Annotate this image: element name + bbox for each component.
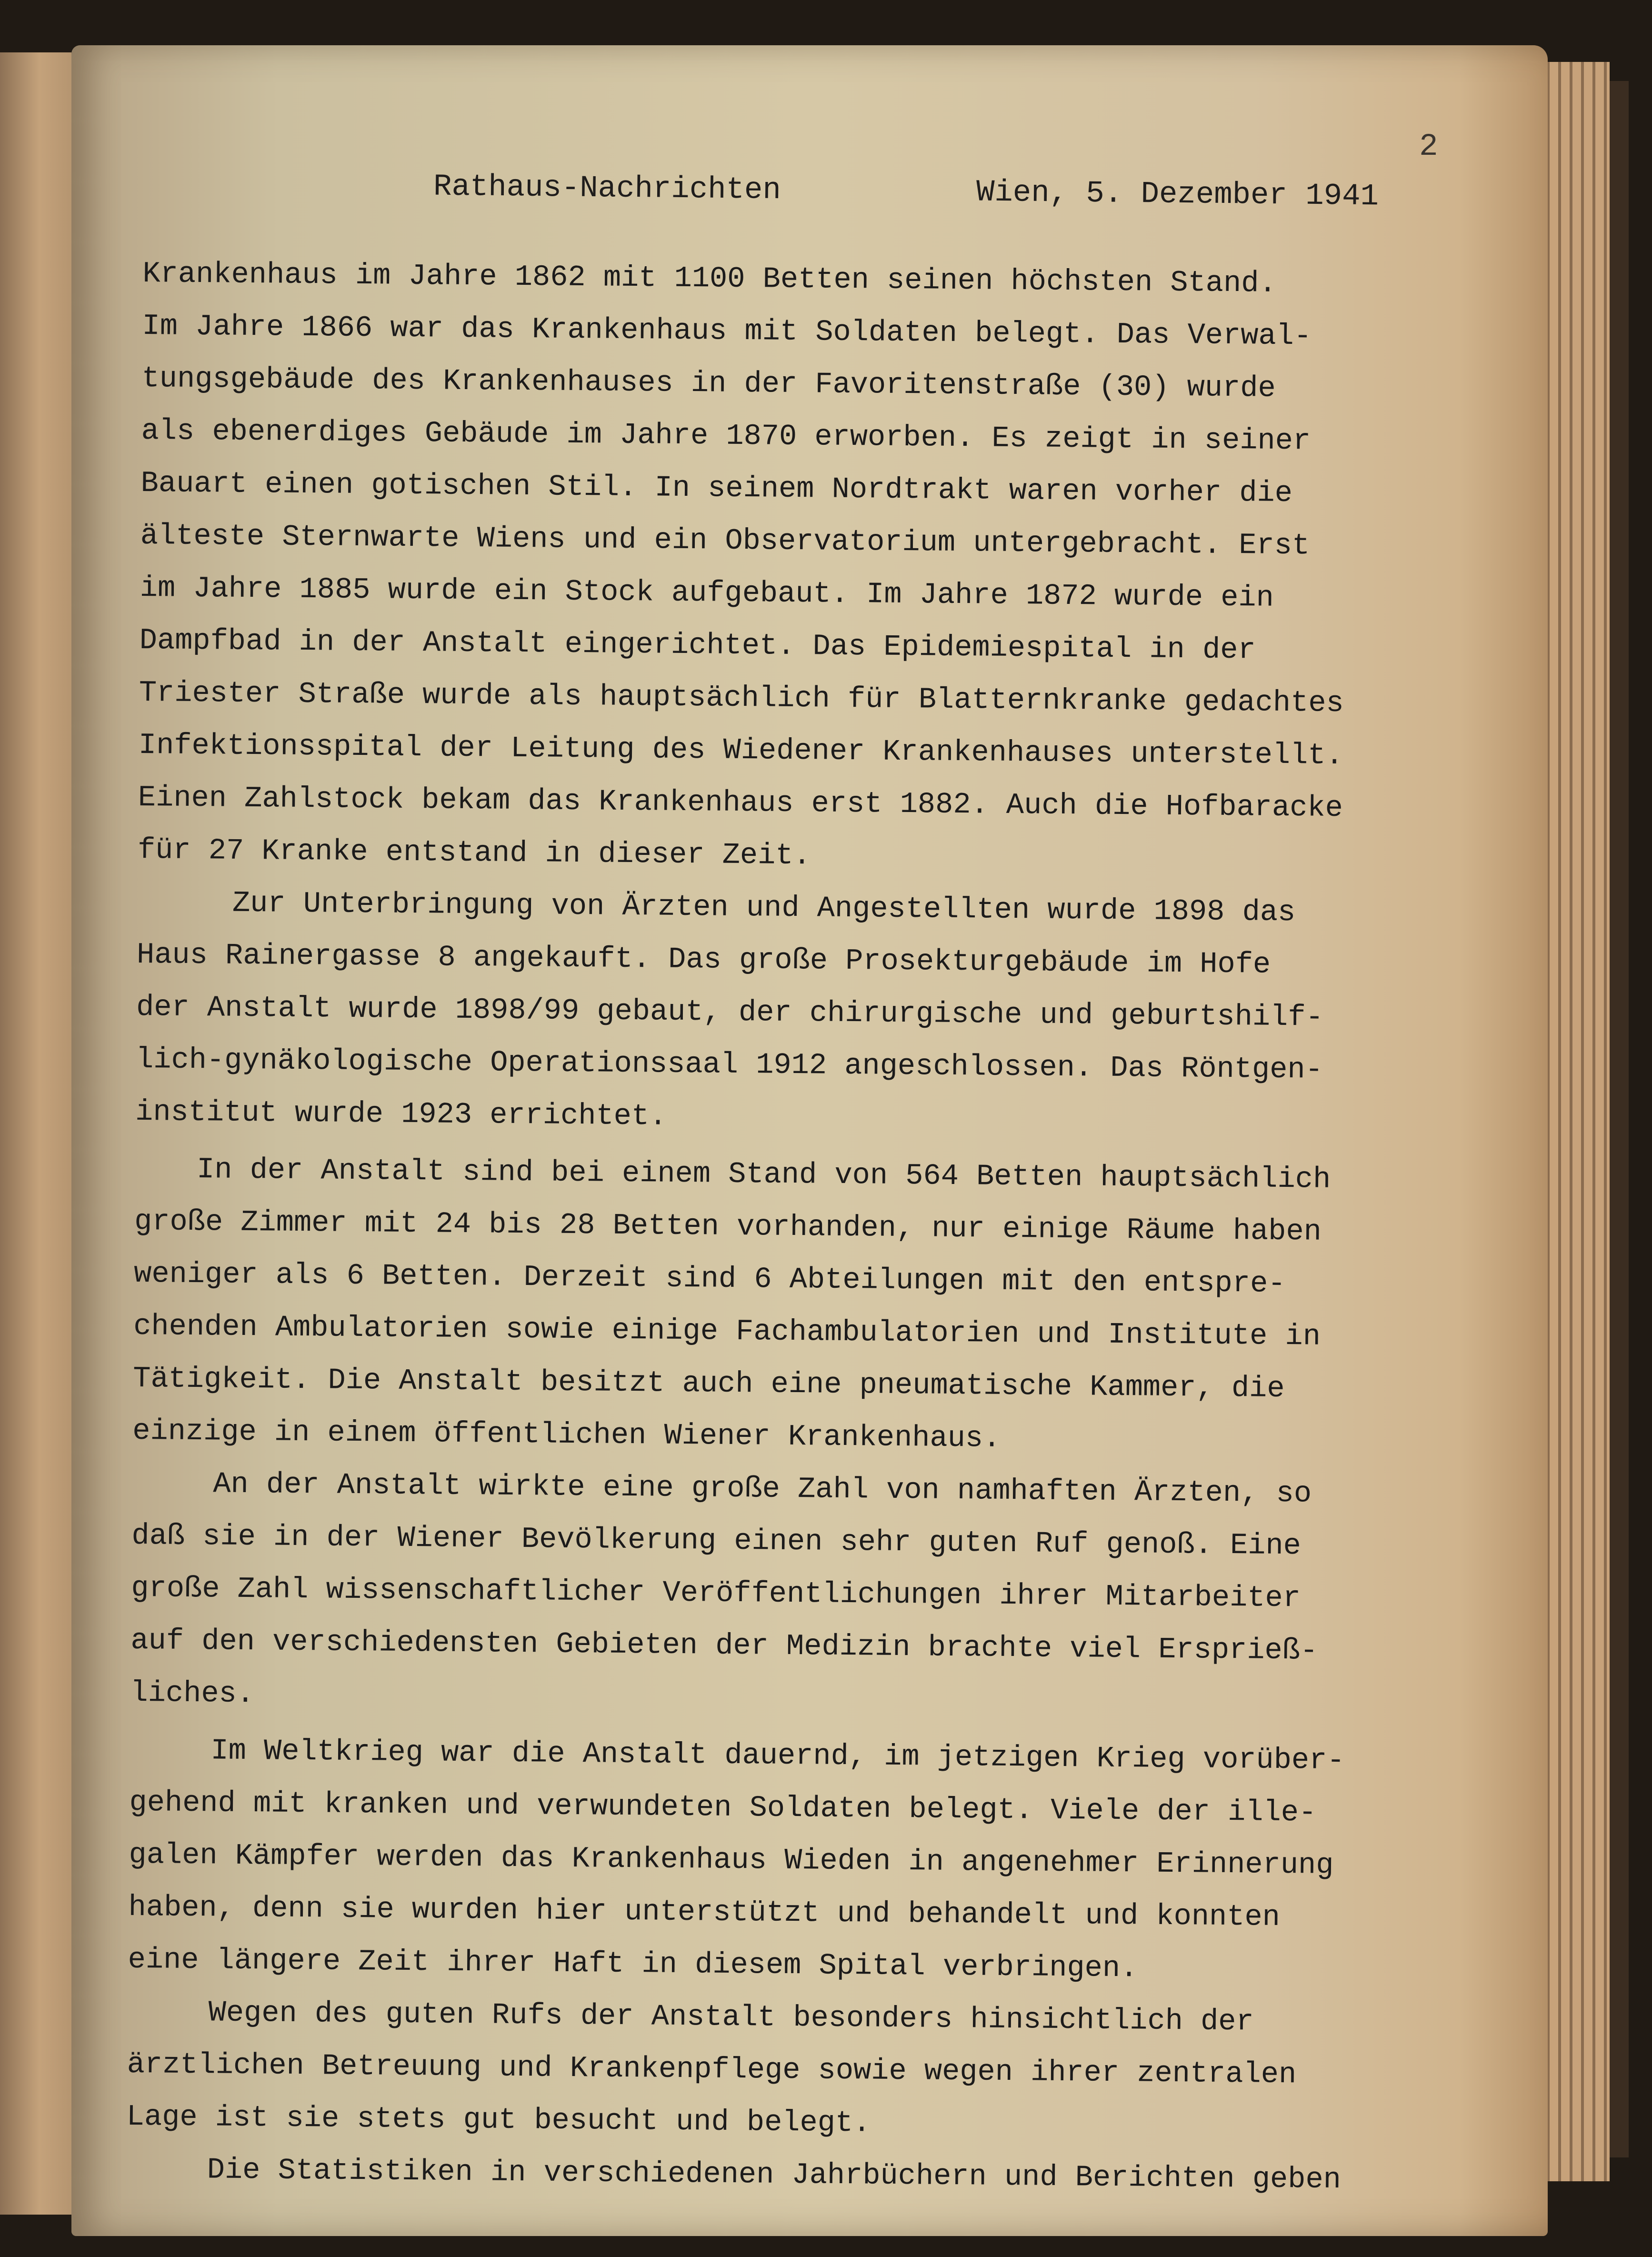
text-line: Lage ist sie stets gut besucht und belegt. (126, 2099, 871, 2140)
text-line: für 27 Kranke entstand in dieser Zeit. (137, 833, 811, 873)
left-page-edge (0, 52, 71, 2215)
text-line: chenden Ambulatorien sowie einige Fachambulatorien und Institute in (133, 1309, 1321, 1354)
header-date: Wien, 5. Dezember 1941 (976, 175, 1379, 214)
text-line: gehend mit kranken und verwundeten Soldaten belegt. Viele der ille- (129, 1785, 1317, 1830)
text-line: Zur Unterbringung von Ärzten und Angestellten wurde 1898 das (232, 886, 1296, 930)
text-line: Bauart einen gotischen Stil. In seinem Nordtrakt waren vorher die (140, 466, 1293, 511)
text-line: In der Anstalt sind bei einem Stand von 564 Betten hauptsächlich (196, 1153, 1331, 1196)
text-line: Im Jahre 1866 war das Krankenhaus mit Soldaten belegt. Das Verwal- (142, 309, 1312, 353)
text-line: im Jahre 1885 wurde ein Stock aufgebaut. Im Jahre 1872 wurde ein (140, 571, 1274, 615)
text-line: Einen Zahlstock bekam das Krankenhaus erst 1882. Auch die Hofbaracke (138, 780, 1343, 825)
text-line: als ebenerdiges Gebäude im Jahre 1870 erworben. Es zeigt in seiner (141, 413, 1311, 458)
text-line: Infektionsspital der Leitung des Wiedener Krankenhauses unterstellt. (138, 728, 1344, 773)
text-line: Wegen des guten Rufs der Anstalt besonders hinsichtlich der (208, 1996, 1254, 2039)
text-line: Dampfbad in der Anstalt eingerichtet. Das Epidemiespital in der (139, 623, 1256, 667)
text-line: der Anstalt wurde 1898/99 gebaut, der chirurgische und geburtshilf- (136, 990, 1324, 1034)
page-stack-edge (1538, 62, 1610, 2181)
text-line: Im Weltkrieg war die Anstalt dauernd, im jetzigen Krieg vorüber- (210, 1734, 1345, 1778)
text-line: Krankenhaus im Jahre 1862 mit 1100 Betten seinen höchsten Stand. (142, 256, 1277, 301)
book-cover-edge (1610, 81, 1629, 2157)
text-line: daß sie in der Wiener Bevölkerung einen sehr guten Ruf genoß. Eine (131, 1518, 1302, 1563)
text-line: Die Statistiken in verschiedenen Jahrbüchern und Berichten geben (207, 2153, 1342, 2197)
text-line: galen Kämpfer werden das Krankenhaus Wieden in angenehmer Erinnerung (129, 1837, 1334, 1882)
text-line: Triester Straße wurde als hauptsächlich für Blatternkranke gedachtes (139, 675, 1344, 721)
text-line: weniger als 6 Betten. Derzeit sind 6 Abteilungen mit den entspre- (133, 1256, 1286, 1301)
text-line: älteste Sternwarte Wiens und ein Observatorium untergebracht. Erst (140, 518, 1310, 563)
text-line: ärztlichen Betreuung und Krankenpflege sowie wegen ihrer zentralen (127, 2047, 1297, 2092)
text-line: liches. (130, 1675, 255, 1711)
text-line: eine längere Zeit ihrer Haft in diesem Spital verbringen. (128, 1942, 1138, 1986)
text-line: auf den verschiedensten Gebieten der Medizin brachte viel Ersprieß- (130, 1623, 1318, 1668)
text-line: große Zimmer mit 24 bis 28 Betten vorhanden, nur einige Räume haben (134, 1204, 1322, 1249)
text-line: institut wurde 1923 errichtet. (135, 1094, 667, 1134)
text-line: große Zahl wissenschaftlicher Veröffentlichungen ihrer Mitarbeiter (131, 1571, 1301, 1615)
text-line: An der Anstalt wirkte eine große Zahl von namhaften Ärzten, so (213, 1467, 1312, 1511)
text-line: lich-gynäkologische Operationssaal 1912 angeschlossen. Das Röntgen- (135, 1042, 1323, 1087)
text-line: Tätigkeit. Die Anstalt besitzt auch eine pneumatische Kammer, die (132, 1361, 1285, 1406)
header-publication: Rathaus-Nachrichten (433, 170, 781, 208)
text-line: Haus Rainergasse 8 angekauft. Das große Prosekturgebäude im Hofe (136, 937, 1271, 982)
body-text (126, 248, 1476, 2207)
text-line: haben, denn sie wurden hier unterstützt und behandelt und konnten (128, 1890, 1281, 1934)
text-line: tungsgebäude des Krankenhauses in der Favoritenstraße (30) wurde (141, 361, 1276, 405)
page-number: 2 (1419, 129, 1438, 164)
text-line: einzige in einem öffentlichen Wiener Krankenhaus. (132, 1414, 1001, 1455)
